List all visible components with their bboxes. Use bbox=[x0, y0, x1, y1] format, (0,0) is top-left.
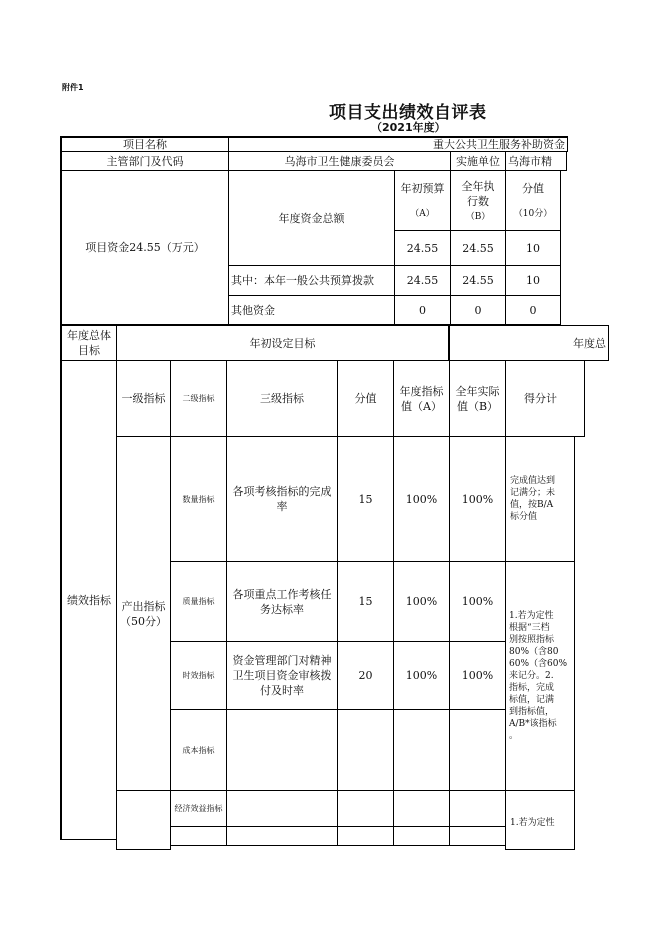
other-score: 0 bbox=[505, 295, 561, 326]
col-executed-label: 全年执行数 bbox=[461, 179, 495, 208]
level3-next-row bbox=[226, 826, 338, 846]
level2-next-row bbox=[170, 826, 227, 846]
benefit-indicator-label bbox=[116, 790, 171, 850]
target-next-row bbox=[393, 826, 450, 846]
target-quantity: 100% bbox=[393, 436, 450, 562]
evaluation-table bbox=[60, 136, 606, 828]
score-quality: 15 bbox=[337, 561, 394, 642]
col-initial-budget bbox=[394, 170, 451, 231]
method-quantity: 完成值达到 记满分；未 值，按B/A 标分值 bbox=[505, 436, 575, 562]
initial-goal-label: 年初设定目标 bbox=[116, 325, 450, 361]
general-b: 24.55 bbox=[450, 265, 506, 296]
project-name-value: 重大公共卫生服务补助资金 bbox=[228, 136, 568, 152]
impl-unit-label: 实施单位 bbox=[450, 151, 506, 171]
general-score: 10 bbox=[505, 265, 561, 296]
dept-label: 主管部门及代码 bbox=[60, 151, 229, 171]
impl-unit-value: 乌海市精 bbox=[505, 151, 567, 171]
score-timeliness: 20 bbox=[337, 641, 394, 710]
actual-next-row bbox=[449, 826, 506, 846]
level2-quality: 质量指标 bbox=[170, 561, 227, 642]
target-quality: 100% bbox=[393, 561, 450, 642]
total-b: 24.55 bbox=[450, 230, 506, 266]
actual-quantity: 100% bbox=[449, 436, 506, 562]
col-score-label: 分值 bbox=[522, 182, 544, 195]
col-initial-budget-code: （A） bbox=[410, 209, 435, 219]
dept-value: 乌海市卫生健康委员会 bbox=[228, 151, 451, 171]
method-benefit: 1.若为定性 bbox=[505, 790, 575, 850]
score-quantity: 15 bbox=[337, 436, 394, 562]
actual-quality: 100% bbox=[449, 561, 506, 642]
col-level2: 二级指标 bbox=[170, 360, 227, 437]
funds-total-label: 年度资金总额 bbox=[228, 170, 395, 266]
score-economic bbox=[337, 790, 394, 827]
page-subtitle: （2021年度） bbox=[371, 121, 446, 134]
col-actual: 全年实际值（B） bbox=[449, 360, 506, 437]
target-timeliness: 100% bbox=[393, 641, 450, 710]
actual-goal-label: 年度总 bbox=[449, 325, 609, 361]
col-level1: 一级指标 bbox=[116, 360, 171, 437]
col-score bbox=[505, 170, 561, 231]
attachment-label: 附件1 bbox=[62, 83, 84, 92]
other-a: 0 bbox=[394, 295, 451, 326]
level3-quantity: 各项考核指标的完成率 bbox=[226, 436, 338, 562]
score-cost bbox=[337, 709, 394, 791]
level2-quantity: 数量指标 bbox=[170, 436, 227, 562]
total-a: 24.55 bbox=[394, 230, 451, 266]
score-next-row bbox=[337, 826, 394, 846]
output-indicator-label: 产出指标（50分） bbox=[116, 436, 171, 791]
total-score: 10 bbox=[505, 230, 561, 266]
level2-timeliness: 时效指标 bbox=[170, 641, 227, 710]
col-method: 得分计 bbox=[505, 360, 585, 437]
actual-timeliness: 100% bbox=[449, 641, 506, 710]
general-a: 24.55 bbox=[394, 265, 451, 296]
actual-economic bbox=[449, 790, 506, 827]
level2-economic: 经济效益指标 bbox=[170, 790, 227, 827]
target-economic bbox=[393, 790, 450, 827]
col-executed bbox=[450, 170, 506, 231]
level3-timeliness: 资金管理部门对精神卫生项目资金审核拨付及时率 bbox=[226, 641, 338, 710]
other-b: 0 bbox=[450, 295, 506, 326]
page-title: 项目支出绩效自评表 bbox=[329, 103, 487, 123]
level3-quality: 各项重点工作考核任务达标率 bbox=[226, 561, 338, 642]
funds-label: 项目资金24.55（万元） bbox=[60, 170, 229, 326]
level3-cost bbox=[226, 709, 338, 791]
project-name-label: 项目名称 bbox=[60, 136, 229, 152]
indicators-section-label: 绩效指标 bbox=[60, 360, 117, 840]
col-indicator-score: 分值 bbox=[337, 360, 394, 437]
col-initial-budget-label: 年初预算 bbox=[400, 182, 445, 195]
col-score-code: （10分） bbox=[513, 209, 553, 219]
method-quality: 1.若为定性 根据“三档 别按照指标 80%（含80 60%（含60% 来记分。2. 指标，完成 标值，记满 到指标值， A/B*该指标 。 bbox=[505, 561, 575, 791]
col-executed-code: （B） bbox=[465, 211, 491, 222]
actual-cost bbox=[449, 709, 506, 791]
target-cost bbox=[393, 709, 450, 791]
annual-goal-label: 年度总体目标 bbox=[60, 325, 117, 361]
level2-cost: 成本指标 bbox=[170, 709, 227, 791]
col-level3: 三级指标 bbox=[226, 360, 338, 437]
col-target: 年度指标值（A） bbox=[393, 360, 450, 437]
level3-economic bbox=[226, 790, 338, 827]
general-budget-label: 其中：本年一般公共预算拨款 bbox=[228, 265, 395, 296]
other-funds-label: 其他资金 bbox=[228, 295, 395, 326]
